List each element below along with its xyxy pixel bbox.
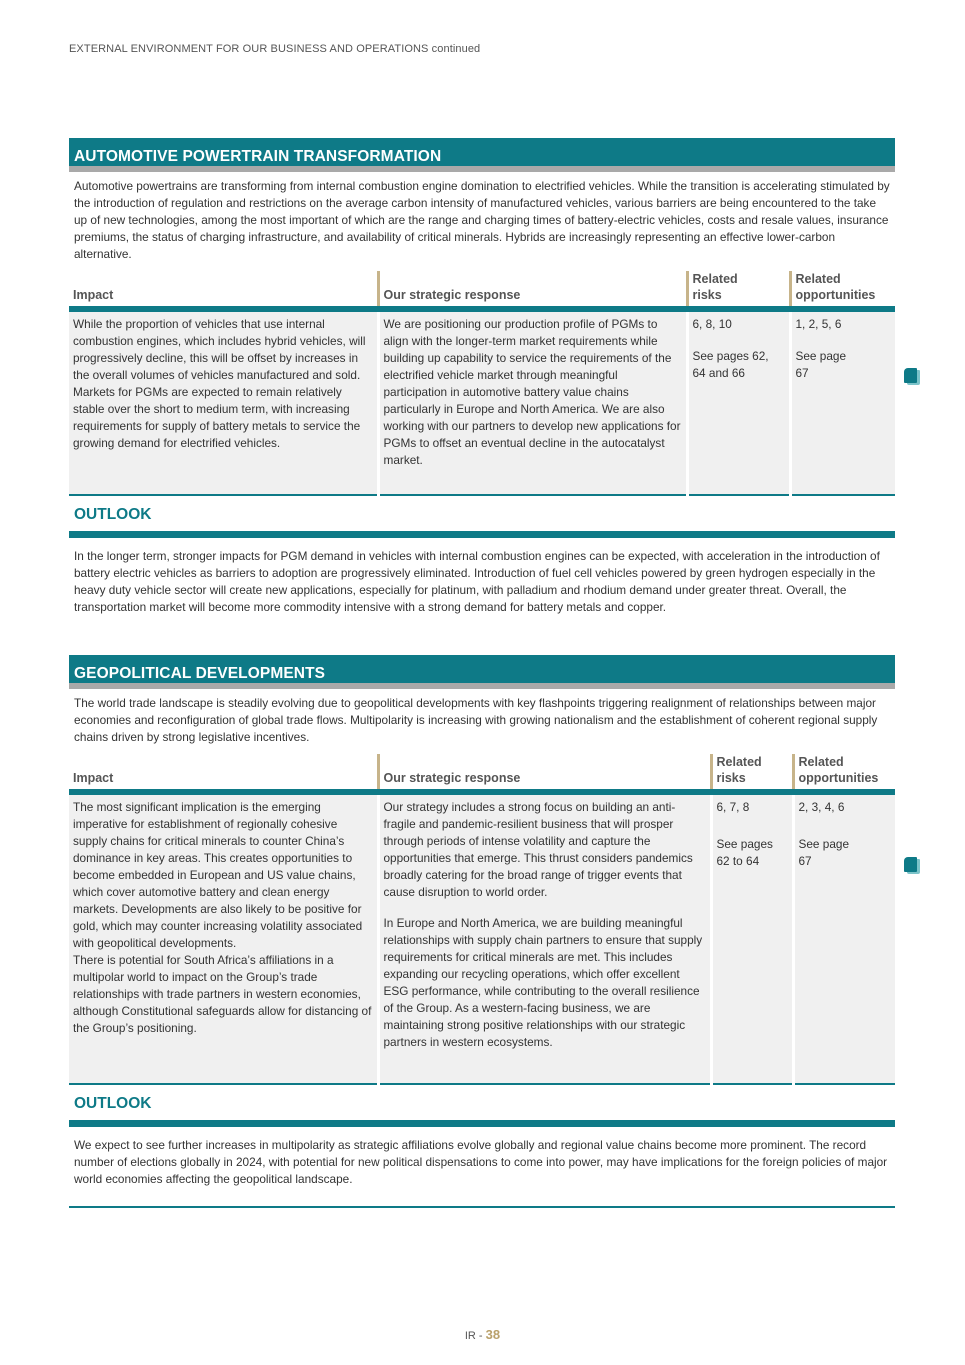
- book-reference-icon[interactable]: [904, 368, 920, 385]
- col-header-opportunities: [790, 271, 895, 309]
- section-automotive-powertrain: [69, 138, 895, 616]
- outlook-divider: [69, 1120, 895, 1127]
- col-header-risks-label: Related risks: [692, 272, 738, 302]
- col-header-opportunities-label: Related opportunities: [795, 272, 876, 302]
- section-intro: Automotive powertrains are transforming from internal combustion engine domination to electrified vehicles. While the transition is accelerating stimulated by the introduction of regulation and restrictions on the average carbon intensity of manufactured vehicles, various barriers are being encountered to the take up of new technologies, among the most important of which are the range and charging times of battery-electric vehicles, costs and resale values, insurance premiums, the status of charging infrastructure, and availability of critical minerals. Hybrids are increasingly representing an effective lower-carbon alternative.: [74, 179, 890, 261]
- impact-paragraph: The most significant implication is the emerging imperative for establishment of regionally cohesive supply chains for critical minerals to counter China’s dominance in key areas. This creates opportunities to become embedded in European and US value chains, which cover automotive battery and clean energy markets. Developments are also likely to be positive for gold, which may counter increasing volatility associated with geopolitical developments.: [73, 800, 363, 950]
- col-header-risks: [687, 271, 790, 309]
- outlook-text: We expect to see further increases in multipolarity as strategic affiliations evolve globally and regional value chains become more prominent. The record number of elections globally in 2024, with potential for new political dispensations to come into power, may have implications for the foreign policies of major world economies affecting the geopolitical landscape.: [74, 1138, 888, 1186]
- section-end-rule: [69, 1206, 895, 1208]
- col-header-impact: Impact: [69, 754, 378, 792]
- page-number: 38: [485, 1327, 501, 1342]
- impact-cell: [69, 792, 378, 1084]
- response-paragraph: Our strategy includes a strong focus on building an anti-fragile and pandemic-resilient business that will prosper through periods of intense volatility and capture the opportunities that emerge. This thrust considers pandemics broadly catering for the broad range of trigger events that cause disruption to world order.: [383, 800, 693, 899]
- section-banner: [69, 655, 895, 689]
- risks-page-link[interactable]: See pages 62, 64 and 66: [692, 349, 769, 380]
- table-header-row: [69, 754, 895, 792]
- col-header-risks: [711, 754, 793, 792]
- outlook-heading: OUTLOOK: [74, 506, 152, 523]
- col-header-opportunities: [793, 754, 895, 792]
- risks-page-link[interactable]: See pages 62 to 64: [716, 837, 773, 868]
- risks-cell: [687, 309, 790, 495]
- opportunity-numbers: 2, 3, 4, 6: [798, 800, 845, 814]
- risk-numbers: 6, 8, 10: [692, 317, 732, 331]
- outlook-text: In the longer term, stronger impacts for PGM demand in vehicles with internal combustion engines can be expected, with acceleration in the introduction of battery electric vehicles as barriers to adoption are progressively eliminated. Introduction of fuel cell vehicles powered by green hydrogen especially in the heavy duty vehicle sector will create new applications, especially for platinum, with palladium and rhodium demand under greater threat. Overall, the transportation market will become more commodity intensive with a strong demand for battery metals and copper.: [74, 549, 880, 614]
- opportunities-page-link[interactable]: See page 67: [798, 837, 850, 868]
- col-header-response: Our strategic response: [378, 271, 687, 309]
- footer-prefix: IR -: [464, 1330, 486, 1342]
- col-header-risks-label: Related risks: [716, 755, 762, 785]
- col-header-opportunities-label: Related opportunities: [798, 755, 879, 785]
- impact-paragraph: There is potential for South Africa’s affiliations in a multipolar world to impact on the Group’s trade relationships with trade partners in western economies, although Constitutional safeguards allow for distancing of the Group’s positioning.: [73, 953, 372, 1035]
- section-title: GEOPOLITICAL DEVELOPMENTS: [74, 665, 326, 682]
- table-row: [69, 792, 895, 1084]
- section-geopolitical: [69, 655, 895, 1208]
- opportunities-page-link[interactable]: See page 67: [795, 349, 847, 380]
- opportunities-cell: [793, 792, 895, 1084]
- impact-table: [69, 754, 895, 1085]
- col-header-impact: Impact: [69, 271, 378, 309]
- opportunity-numbers: 1, 2, 5, 6: [795, 317, 842, 331]
- outlook-divider: [69, 531, 895, 538]
- response-cell: [378, 792, 711, 1084]
- impact-table: [69, 271, 895, 496]
- section-banner: [69, 138, 895, 172]
- risks-cell: [711, 792, 793, 1084]
- page-footer: [0, 1327, 965, 1342]
- response-cell: We are positioning our production profile of PGMs to align with the longer-term market requirements while building up capability to service the requirements of the electrified vehicle market through meaningful participation in automotive battery value chains particularly in Europe and North America. We are also working with our partners to develop new applications for PGMs to offset an eventual decline in the autocatalyst market.: [378, 309, 687, 495]
- response-paragraph: In Europe and North America, we are building meaningful relationships with supply chain partners to ensure that supply requirements for critical minerals are met. This includes expanding our recycling operations, which offer excellent ESG performance, while contributing to the overall resilience of the Group. As a western-facing business, we are maintaining strong positive relationships with our strategic partners in western ecosystems.: [383, 916, 703, 1049]
- section-title: AUTOMOTIVE POWERTRAIN TRANSFORMATION: [74, 148, 442, 165]
- opportunities-cell: [790, 309, 895, 495]
- section-intro: The world trade landscape is steadily evolving due to geopolitical developments with key flashpoints triggering realignment of relationships between major economies and reconfiguration of global trade flows. Multipolarity is increasing with growing nationalism and the establishment of coherent regional supply chains driven by strong legislative incentives.: [74, 696, 878, 744]
- col-header-response: Our strategic response: [378, 754, 711, 792]
- running-header: EXTERNAL ENVIRONMENT FOR OUR BUSINESS AND OPERATIONS continued: [69, 43, 481, 55]
- risk-numbers: 6, 7, 8: [716, 800, 750, 814]
- outlook-heading: OUTLOOK: [74, 1095, 152, 1112]
- impact-cell: While the proportion of vehicles that use internal combustion engines, which includes hybrid vehicles, will progressively decline, this will be offset by increases in the overall volumes of vehicles manufactured and sold. Markets for PGMs are expected to remain relatively stable over the short to medium term, with increasing requirements for supply of battery metals to service the growing demand for electrified vehicles.: [69, 309, 378, 495]
- table-row: [69, 309, 895, 495]
- book-reference-icon[interactable]: [904, 857, 920, 874]
- table-header-row: [69, 271, 895, 309]
